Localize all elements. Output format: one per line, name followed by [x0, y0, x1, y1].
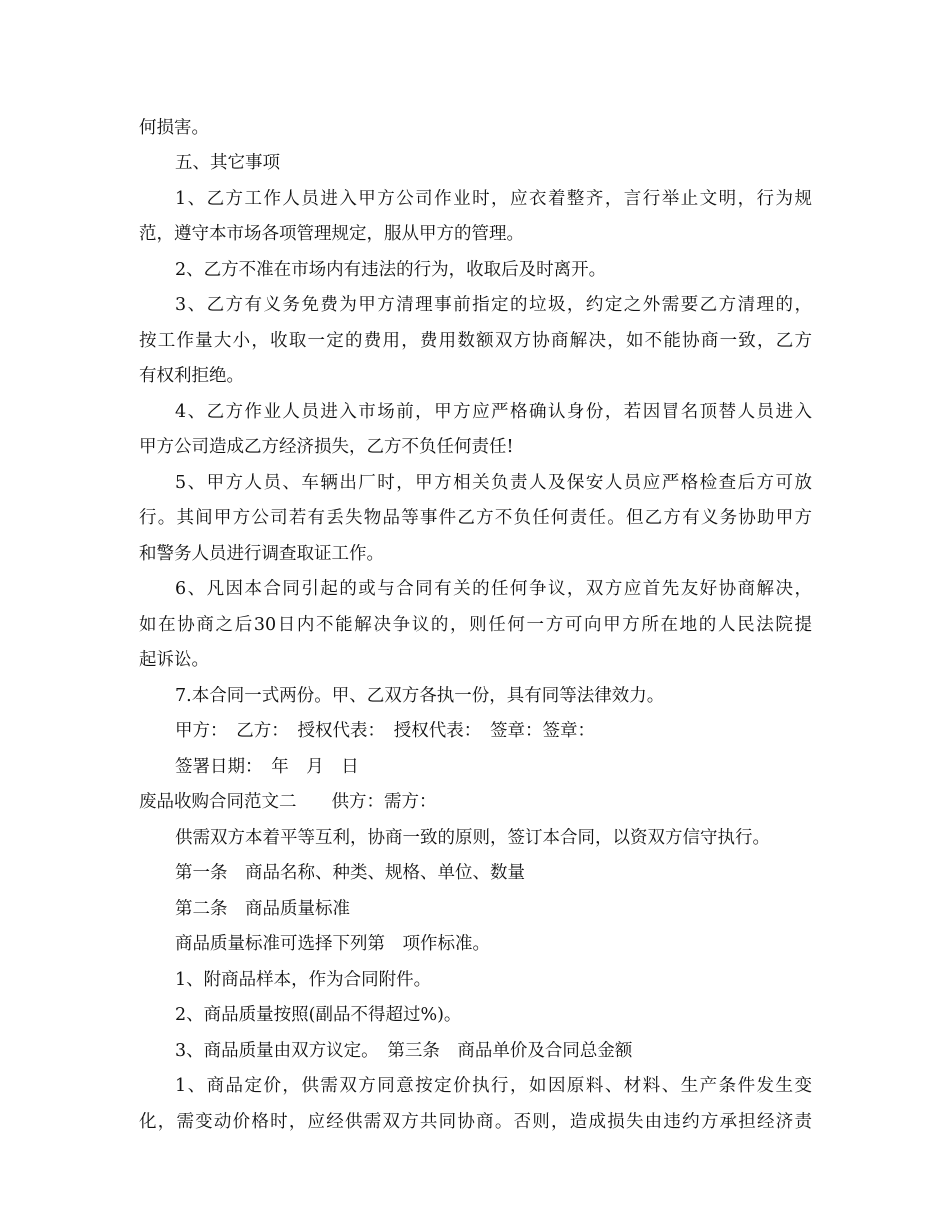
- paragraph-line: 1、商品定价，供需双方同意按定价执行，如因原料、材料、生产条件发生变: [175, 1076, 812, 1096]
- paragraph-line: 起诉讼。: [139, 650, 209, 670]
- paragraph-line: 4、乙方作业人员进入市场前，甲方应严格确认身份，若因冒名顶替人员进入: [175, 402, 812, 422]
- paragraph-line: 按工作量大小，收取一定的费用，费用数额双方协商解决，如不能协商一致，乙方: [139, 331, 812, 351]
- paragraph-line: 5、甲方人员、车辆出厂时，甲方相关负责人及保安人员应严格检查后方可放: [175, 473, 812, 493]
- paragraph-line: 行。其间甲方公司若有丢失物品等事件乙方不负任何责任。但乙方有义务协助甲方: [139, 508, 812, 528]
- section-title: 废品收购合同范文二 供方：需方：: [139, 792, 437, 812]
- paragraph-line: 3、商品质量由双方议定。 第三条 商品单价及合同总金额: [175, 1041, 633, 1061]
- paragraph-line: 和警务人员进行调查取证工作。: [139, 544, 384, 564]
- paragraph-line: 7.本合同一式两份。甲、乙双方各执一份，具有同等法律效力。: [175, 686, 665, 706]
- paragraph-line: 2、商品质量按照(副品不得超过%)。: [175, 1005, 462, 1025]
- paragraph-line: 化，需变动价格时，应经供需双方共同协商。否则，造成损失由违约方承担经济责: [139, 1112, 812, 1132]
- paragraph-line: 有权利拒绝。: [139, 366, 244, 386]
- paragraph-line: 商品质量标准可选择下列第 项作标准。: [175, 934, 490, 954]
- date-line: 签署日期： 年 月 日: [175, 757, 359, 777]
- section-heading: 五、其它事项: [175, 153, 280, 173]
- paragraph-line: 1、乙方工作人员进入甲方公司作业时，应衣着整齐，言行举止文明，行为规: [175, 189, 812, 209]
- paragraph-line: 如在协商之后30日内不能解决争议的，则任何一方可向甲方所在地的人民法院提: [139, 615, 812, 635]
- article-heading: 第二条 商品质量标准: [175, 899, 350, 919]
- article-heading: 第一条 商品名称、种类、规格、单位、数量: [175, 863, 525, 883]
- paragraph-line: 甲方公司造成乙方经济损失，乙方不负任何责任!: [139, 437, 514, 457]
- paragraph-line: 3、乙方有义务免费为甲方清理事前指定的垃圾，约定之外需要乙方清理的，: [175, 295, 812, 315]
- paragraph-line: 1、附商品样本，作为合同附件。: [175, 970, 432, 990]
- paragraph-line: 范，遵守本市场各项管理规定，服从甲方的管理。: [139, 224, 524, 244]
- signature-line: 甲方： 乙方： 授权代表： 授权代表： 签章：签章：: [175, 721, 595, 741]
- paragraph-line: 何损害。: [139, 118, 209, 138]
- paragraph-line: 供需双方本着平等互利，协商一致的原则，签订本合同，以资双方信守执行。: [175, 828, 770, 848]
- paragraph-line: 2、乙方不准在市场内有违法的行为，收取后及时离开。: [175, 260, 607, 280]
- paragraph-line: 6、凡因本合同引起的或与合同有关的任何争议，双方应首先友好协商解决，: [175, 579, 812, 599]
